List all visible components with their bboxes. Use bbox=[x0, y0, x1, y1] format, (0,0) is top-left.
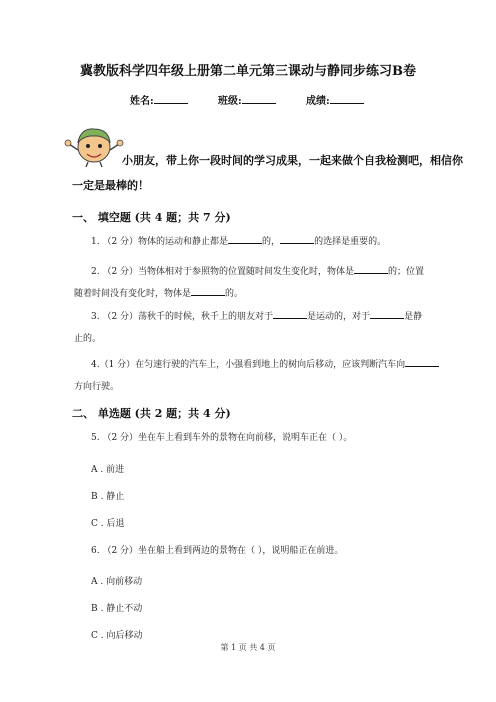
option-6a[interactable]: A . 向前移动 bbox=[91, 577, 143, 587]
class-blank[interactable] bbox=[242, 93, 276, 104]
question-text: 的。 bbox=[225, 289, 244, 299]
document-title: 冀教版科学四年级上册第二单元第三课动与静同步练习B卷 bbox=[80, 64, 416, 79]
question-text: 3. （2 分）荡秋千的时候，秋千上的朋友对于 bbox=[91, 312, 274, 322]
question-5: 5. （2 分）坐在车上看到车外的景物在向前移，说明车正在（ ）。 bbox=[91, 433, 353, 443]
question-text: 是运动的，对于 bbox=[307, 312, 371, 322]
answer-blank[interactable] bbox=[354, 264, 388, 274]
question-text: 方向行驶。 bbox=[74, 382, 120, 392]
question-text: 2. （2 分）当物体相对于参照物的位置随时间发生变化时，物体是 bbox=[91, 267, 355, 277]
question-text: 随着时间没有变化时，物体是 bbox=[74, 289, 192, 299]
question-3-line-2 bbox=[74, 331, 101, 344]
question-text: 是静 bbox=[404, 312, 423, 322]
name-field[interactable] bbox=[130, 92, 188, 107]
score-field[interactable] bbox=[306, 92, 364, 107]
page-footer: 第 1 页 共 4 页 bbox=[220, 643, 276, 652]
intro-line-2: 一定是最棒的！ bbox=[72, 179, 149, 192]
option-6c[interactable]: C . 向后移动 bbox=[91, 631, 143, 641]
cartoon-kid-icon bbox=[64, 120, 124, 168]
option-6b[interactable]: B . 静止不动 bbox=[91, 604, 143, 614]
answer-blank[interactable] bbox=[280, 234, 314, 244]
score-label: 成绩: bbox=[306, 96, 330, 107]
question-text: 的， bbox=[262, 237, 281, 247]
option-5b[interactable]: B . 静止 bbox=[91, 492, 125, 502]
question-4-line-2 bbox=[74, 379, 119, 392]
answer-blank[interactable] bbox=[405, 357, 439, 367]
class-label: 班级: bbox=[218, 96, 242, 107]
class-field[interactable] bbox=[218, 92, 276, 107]
question-2 bbox=[91, 262, 424, 282]
question-text: 的；位置 bbox=[388, 267, 425, 277]
question-text: 1. （2 分）物体的运动和静止都是 bbox=[91, 237, 229, 247]
question-2-line-2 bbox=[74, 286, 243, 299]
question-4 bbox=[91, 355, 439, 375]
option-5c[interactable]: C . 后退 bbox=[91, 519, 125, 529]
section-heading-single-choice: 二、 单选题 (共 2 题；共 4 分) bbox=[72, 407, 231, 420]
name-blank[interactable] bbox=[154, 93, 188, 104]
question-text: 4.（1 分）在匀速行驶的汽车上，小强看到地上的树向后移动，应该判断汽车向 bbox=[91, 360, 406, 370]
score-blank[interactable] bbox=[330, 93, 364, 104]
answer-blank[interactable] bbox=[191, 286, 225, 296]
answer-blank[interactable] bbox=[370, 309, 404, 319]
question-6: 6. （2 分）坐在船上看到两边的景物在（ ），说明船正在前进。 bbox=[91, 546, 344, 556]
name-label: 姓名: bbox=[130, 96, 154, 107]
intro-line-1: 小朋友，带上你一段时间的学习成果，一起来做个自我检测吧，相信你 bbox=[122, 154, 463, 167]
option-5a[interactable]: A . 前进 bbox=[91, 465, 125, 475]
section-heading-fill-blank: 一、 填空题 (共 4 题；共 7 分) bbox=[72, 211, 231, 224]
question-3 bbox=[91, 307, 422, 327]
question-text: 止的。 bbox=[74, 334, 102, 344]
question-text: 的选择是重要的。 bbox=[314, 237, 387, 247]
question-1 bbox=[91, 232, 386, 252]
answer-blank[interactable] bbox=[228, 234, 262, 244]
answer-blank[interactable] bbox=[273, 309, 307, 319]
